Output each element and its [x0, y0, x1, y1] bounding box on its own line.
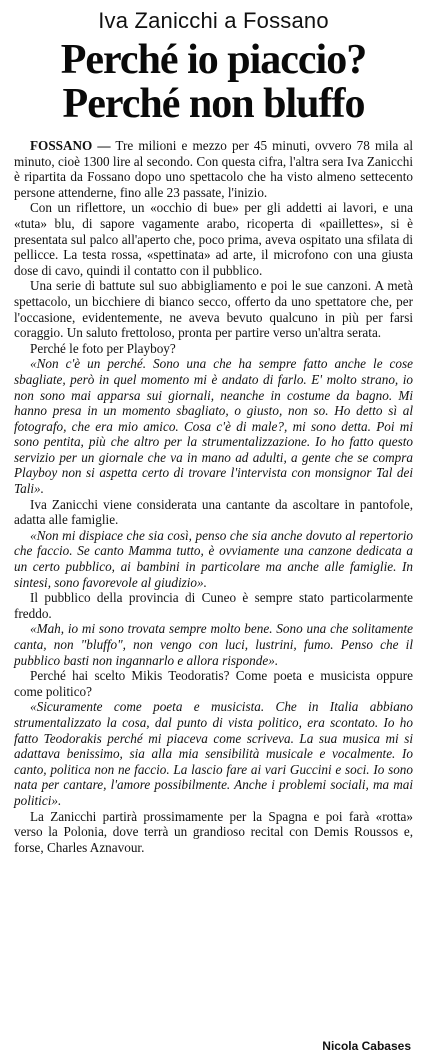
paragraph-text: Una serie di battute sul suo abbigliamento e poi le sue canzoni. A metà spettacolo, un bicchiere di bianco secco, offerto da uno spettatore che, per l'occasione, evidentemente, ne aveva bevuto qualcuno in più per farsi coraggio. Un saluto frettoloso, pronta per partire verso un'altra serata.: [14, 278, 413, 341]
paragraph: [14, 341, 413, 357]
paragraph-text: «Sicuramente come poeta e musicista. Che in Italia abbiano strumentalizzato la cosa, dal punto di vista politico, era scontato. Io ho fatto Teodorakis perché mi piaceva come scriveva. La sua musica mi si adattava benissimo, sia alla mia sensibilità musicale e vocalmente. Io canto, politica non ne faccio. La lascio fare ai vari Guccini e soci. Io sono nata per cantare, l'amore possibilmente. Anche i problemi sociali, ma mai politici».: [14, 699, 413, 808]
paragraph: [14, 590, 413, 621]
quote-paragraph: [14, 528, 413, 590]
paragraph-text: «Mah, io mi sono trovata sempre molto bene. Sono una che solitamente canta, non "bluffo", non vengo con luci, lustrini, fumo. Penso che il pubblico basti non ingannarlo e allora risponde».: [14, 621, 413, 668]
paragraph-text: Tre milioni e mezzo per 45 minuti, ovvero 78 mila al minuto, cioè 1300 lire al secondo. Con questa cifra, l'altra sera Iva Zanicchi è ripartita da Fossano dopo uno spettacolo che ha visto almeno settecento persone attenderne, fino alle 23 passate, l'inizio.: [14, 138, 413, 200]
headline-line-2: Perché non bluffo: [62, 81, 365, 127]
paragraph: [14, 497, 413, 528]
quote-paragraph: [14, 699, 413, 808]
paragraph-text: «Non c'è un perché. Sono una che ha sempre fatto anche le cose sbagliate, però in quel momento mi è andato di farlo. E' molto strano, io non sono mai apparsa sui giornali, neanche in costume da bagno. Mi hanno presa in un momento sbagliato, o giusto, non so. Ho detto sì al fotografo, che era mio amico. Cosa c'è di male?, mi sono detta. Poi mi sono pentita, più che altro per la strumentalizzazione. Io ho fatto questo servizio per un giornale che va in mano ad adulti, a gente che se compra Playboy non si aspetta certo di trovare l'intervista con monsignor Tal dei Tali».: [14, 356, 413, 497]
paragraph-text: Perché le foto per Playboy?: [30, 340, 176, 356]
article-body: [14, 138, 413, 855]
paragraph-text: Iva Zanicchi viene considerata una cantante da ascoltare in pantofole, adatta alle famiglie.: [14, 496, 413, 528]
paragraph: [14, 138, 413, 200]
quote-paragraph: [14, 356, 413, 496]
dateline: FOSSANO —: [30, 138, 111, 153]
paragraph-text: Perché hai scelto Mikis Teodoratis? Come poeta e musicista oppure come politico?: [14, 668, 413, 699]
paragraph-text: Il pubblico della provincia di Cuneo è sempre stato particolarmente freddo.: [14, 590, 413, 621]
paragraph-text: «Non mi dispiace che sia così, penso che sia anche dovuto al repertorio che faccio. Se canto Mamma tutto, è ovviamente una canzone dedicata a un certo pubblico, ai bambini in particolare ma anche alle famiglie. In sintesi, sono favorevole al giudizio».: [14, 527, 413, 590]
quote-paragraph: [14, 621, 413, 668]
paragraph-text: La Zanicchi partirà prossimamente per la Spagna e poi farà «rotta» verso la Polonia, dove terrà un grandioso recital con Demis Roussos e, forse, Charles Aznavour.: [14, 808, 413, 855]
paragraph: [14, 200, 413, 278]
kicker: Iva Zanicchi a Fossano: [98, 8, 329, 33]
headline: [14, 38, 413, 126]
paragraph-text: Con un riflettore, un «occhio di bue» per gli addetti ai lavori, e una «tuta» blu, di sapore vagamente arabo, ricoperta di «paillettes», si è presentata sul palco all'aperto che, poco prima, aveva ospitato una sfilata di pellicce. La testa rossa, «spettinata» ad arte, il microfono con una giusta dose di cavo, quindi il contatto con il pubblico.: [14, 200, 413, 278]
byline: Nicola Cabases: [322, 1039, 411, 1053]
paragraph: [14, 668, 413, 699]
headline-line-1: Perché io piaccio?: [60, 37, 367, 83]
paragraph: [14, 809, 413, 856]
paragraph: [14, 278, 413, 340]
